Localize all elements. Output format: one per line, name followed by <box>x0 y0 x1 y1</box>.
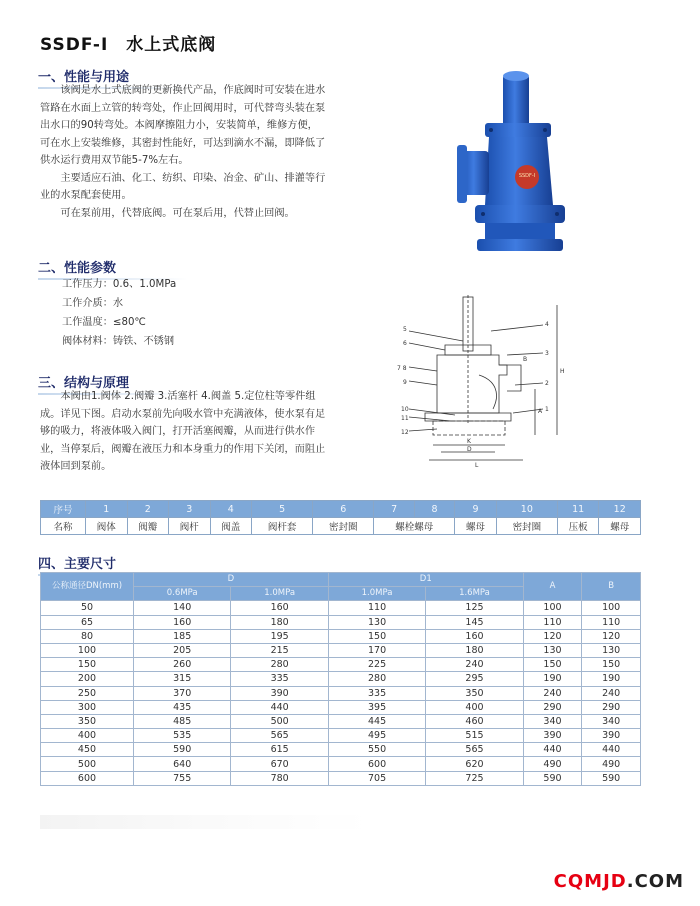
table-row <box>41 643 641 657</box>
usage-paragraph-2: 主要适应石油、化工、纺织、印染、冶金、矿山、排灌等行业的水泵配套使用。 <box>40 172 326 201</box>
parts-number: 8 <box>414 501 454 518</box>
dims-header-row <box>41 573 641 587</box>
table-row <box>41 615 641 629</box>
usage-text <box>40 82 328 222</box>
table-cell: 150 <box>582 658 641 672</box>
diagram-label-7-8: 7 8 <box>397 365 407 372</box>
parts-header-label: 序号 <box>41 501 86 518</box>
table-cell: 160 <box>426 629 523 643</box>
table-cell: 515 <box>426 729 523 743</box>
table-cell: 390 <box>231 686 328 700</box>
table-cell: 190 <box>582 672 641 686</box>
table-cell: 755 <box>134 771 231 785</box>
dims-header-B: B <box>582 573 641 601</box>
valve-marking: SSDF-Ⅰ <box>518 173 536 179</box>
diagram-dim-B: B <box>523 356 528 363</box>
table-cell: 110 <box>523 615 582 629</box>
table-cell: 110 <box>328 601 425 615</box>
table-cell: 250 <box>41 686 134 700</box>
part-name: 螺栓螺母 <box>374 518 455 535</box>
valve-section-diagram <box>395 295 595 473</box>
table-cell: 550 <box>328 743 425 757</box>
table-cell: 400 <box>426 700 523 714</box>
table-row <box>41 714 641 728</box>
table-cell: 215 <box>231 643 328 657</box>
table-cell: 620 <box>426 757 523 771</box>
part-name: 密封圈 <box>496 518 557 535</box>
table-cell: 185 <box>134 629 231 643</box>
table-cell: 390 <box>582 729 641 743</box>
table-row <box>41 629 641 643</box>
table-row <box>41 757 641 771</box>
table-cell: 490 <box>582 757 641 771</box>
table-cell: 780 <box>231 771 328 785</box>
table-cell: 170 <box>328 643 425 657</box>
part-name: 密封圈 <box>313 518 374 535</box>
param-medium: 工作介质：水 <box>62 298 124 309</box>
table-cell: 535 <box>134 729 231 743</box>
table-cell: 130 <box>523 643 582 657</box>
table-cell: 440 <box>582 743 641 757</box>
table-cell: 290 <box>582 700 641 714</box>
table-row <box>41 771 641 785</box>
diagram-label-9: 9 <box>403 379 407 386</box>
table-cell: 110 <box>582 615 641 629</box>
table-cell: 395 <box>328 700 425 714</box>
table-cell: 590 <box>582 771 641 785</box>
table-cell: 565 <box>231 729 328 743</box>
table-cell: 350 <box>41 714 134 728</box>
diagram-label-5: 5 <box>403 326 407 333</box>
table-cell: 435 <box>134 700 231 714</box>
table-cell: 205 <box>134 643 231 657</box>
part-name: 阀瓣 <box>127 518 169 535</box>
table-cell: 565 <box>426 743 523 757</box>
table-cell: 150 <box>328 629 425 643</box>
diagram-dim-K: K <box>467 438 471 445</box>
parts-number: 11 <box>557 501 599 518</box>
section-heading-params: 二、性能参数 <box>38 257 188 280</box>
table-cell: 240 <box>582 686 641 700</box>
diagram-label-2: 2 <box>545 380 549 387</box>
dims-body <box>41 601 641 785</box>
parts-number: 2 <box>127 501 169 518</box>
table-cell: 335 <box>231 672 328 686</box>
table-cell: 725 <box>426 771 523 785</box>
table-cell: 445 <box>328 714 425 728</box>
table-cell: 160 <box>134 615 231 629</box>
table-cell: 150 <box>523 658 582 672</box>
table-cell: 150 <box>41 658 134 672</box>
diagram-dim-D: D <box>467 446 472 453</box>
table-cell: 290 <box>523 700 582 714</box>
table-cell: 400 <box>41 729 134 743</box>
table-cell: 350 <box>426 686 523 700</box>
dims-header-pressure: 1.0MPa <box>231 587 328 601</box>
structure-text <box>40 388 328 476</box>
usage-paragraph-3: 可在泵前用，代替底阀。可在泵后用，代替止回阀。 <box>60 207 295 219</box>
scan-smudge <box>40 815 370 829</box>
table-cell: 130 <box>328 615 425 629</box>
part-name: 阀杆套 <box>252 518 313 535</box>
diagram-label-4: 4 <box>545 321 549 328</box>
table-cell: 145 <box>426 615 523 629</box>
diagram-dim-H: H <box>560 368 565 375</box>
diagram-dim-L: L <box>475 462 479 469</box>
table-cell: 590 <box>523 771 582 785</box>
diagram-dim-A: A <box>538 408 543 415</box>
section-heading-usage: 一、性能与用途 <box>38 66 188 89</box>
table-row <box>41 743 641 757</box>
parts-number-row <box>41 501 641 518</box>
param-pressure: 工作压力：0.6、1.0MPa <box>62 279 177 290</box>
parts-number: 7 <box>374 501 414 518</box>
table-row <box>41 686 641 700</box>
diagram-label-12: 12 <box>401 429 409 436</box>
table-cell: 500 <box>231 714 328 728</box>
table-cell: 280 <box>328 672 425 686</box>
table-row <box>41 601 641 615</box>
table-cell: 100 <box>523 601 582 615</box>
dims-header-A: A <box>523 573 582 601</box>
dims-header-pressure: 0.6MPa <box>134 587 231 601</box>
table-cell: 390 <box>523 729 582 743</box>
parts-table <box>40 500 641 535</box>
param-material: 阀体材料：铸铁、不锈钢 <box>62 336 175 347</box>
table-cell: 200 <box>41 672 134 686</box>
diagram-label-3: 3 <box>545 350 549 357</box>
table-cell: 440 <box>231 700 328 714</box>
part-name: 阀盖 <box>210 518 252 535</box>
dimensions-table <box>40 572 641 786</box>
table-cell: 195 <box>231 629 328 643</box>
table-cell: 335 <box>328 686 425 700</box>
table-cell: 100 <box>582 601 641 615</box>
diagram-label-1: 1 <box>545 406 549 413</box>
table-cell: 240 <box>523 686 582 700</box>
parts-row-label: 名称 <box>41 518 86 535</box>
table-cell: 705 <box>328 771 425 785</box>
part-name: 螺母 <box>455 518 497 535</box>
table-cell: 180 <box>426 643 523 657</box>
table-row <box>41 729 641 743</box>
table-cell: 460 <box>426 714 523 728</box>
table-row <box>41 658 641 672</box>
table-cell: 140 <box>134 601 231 615</box>
parts-number: 9 <box>455 501 497 518</box>
table-cell: 160 <box>231 601 328 615</box>
section-heading-structure: 三、结构与原理 <box>38 372 188 395</box>
part-name: 阀体 <box>86 518 128 535</box>
table-row <box>41 700 641 714</box>
parts-name-row <box>41 518 641 535</box>
table-cell: 615 <box>231 743 328 757</box>
parts-number: 12 <box>599 501 641 518</box>
diagram-label-11: 11 <box>401 415 409 422</box>
table-cell: 340 <box>582 714 641 728</box>
table-cell: 440 <box>523 743 582 757</box>
table-cell: 225 <box>328 658 425 672</box>
page-title: SSDF-Ⅰ 水上式底阀 <box>40 35 217 55</box>
parts-number: 3 <box>169 501 211 518</box>
parts-number: 5 <box>252 501 313 518</box>
table-cell: 65 <box>41 615 134 629</box>
table-cell: 100 <box>41 643 134 657</box>
dims-header-D1: D1 <box>328 573 523 587</box>
table-cell: 180 <box>231 615 328 629</box>
table-cell: 280 <box>231 658 328 672</box>
part-name: 螺母 <box>599 518 641 535</box>
part-name: 压板 <box>557 518 599 535</box>
section-heading-dimensions: 四、主要尺寸 <box>38 553 188 576</box>
brand-suffix: .COM <box>626 871 684 892</box>
table-cell: 500 <box>41 757 134 771</box>
parts-number: 1 <box>86 501 128 518</box>
table-cell: 315 <box>134 672 231 686</box>
table-cell: 640 <box>134 757 231 771</box>
table-cell: 495 <box>328 729 425 743</box>
table-cell: 295 <box>426 672 523 686</box>
table-cell: 190 <box>523 672 582 686</box>
table-row <box>41 672 641 686</box>
parts-number: 6 <box>313 501 374 518</box>
table-cell: 490 <box>523 757 582 771</box>
brand-main: CQMJD <box>553 871 627 892</box>
dims-header-pressure: 1.0MPa <box>328 587 425 601</box>
parts-number: 4 <box>210 501 252 518</box>
table-cell: 120 <box>582 629 641 643</box>
table-cell: 600 <box>41 771 134 785</box>
table-cell: 80 <box>41 629 134 643</box>
table-cell: 125 <box>426 601 523 615</box>
table-cell: 340 <box>523 714 582 728</box>
table-cell: 450 <box>41 743 134 757</box>
table-cell: 670 <box>231 757 328 771</box>
table-cell: 130 <box>582 643 641 657</box>
table-cell: 240 <box>426 658 523 672</box>
param-temperature: 工作温度：≤80℃ <box>62 317 146 328</box>
brand-watermark <box>554 871 684 892</box>
part-name: 阀杆 <box>169 518 211 535</box>
params-list <box>62 275 176 351</box>
dims-header-D: D <box>134 573 329 587</box>
table-cell: 260 <box>134 658 231 672</box>
table-cell: 600 <box>328 757 425 771</box>
usage-paragraph-1: 该阀是水上式底阀的更新换代产品，作底阀时可安装在进水管路在水面上立管的转弯处，作止回阀用时，可代替弯头装在泵出水口的90转弯处。本阀摩擦阻力小，安装简单，维修方便，可在水上安装维修，其密封性能好，可达到滴水不漏，即降低了供水运行费用双节能5-7%左右。 <box>40 85 326 166</box>
valve-photo <box>455 65 585 255</box>
table-cell: 120 <box>523 629 582 643</box>
table-cell: 370 <box>134 686 231 700</box>
table-cell: 590 <box>134 743 231 757</box>
diagram-label-10: 10 <box>401 406 409 413</box>
structure-paragraph: 本阀由1.阀体 2.阀瓣 3.活塞杆 4.阀盖 5.定位柱等零件组成。详见下图。启动水泵前先向吸水管中充满液体，使水泵有足够的吸力，将液体吸入阀门，打开活塞阀瓣，从而进行供水作业，当停泵后，阀瓣在液压力和本身重力的作用下关闭，而阻止液体回到泵前。 <box>40 391 326 472</box>
parts-number: 10 <box>496 501 557 518</box>
dims-header-pressure: 1.6MPa <box>426 587 523 601</box>
table-cell: 485 <box>134 714 231 728</box>
diagram-label-6: 6 <box>403 340 407 347</box>
table-cell: 300 <box>41 700 134 714</box>
dims-header-dn: 公称通径DN(mm) <box>41 573 134 601</box>
table-cell: 50 <box>41 601 134 615</box>
